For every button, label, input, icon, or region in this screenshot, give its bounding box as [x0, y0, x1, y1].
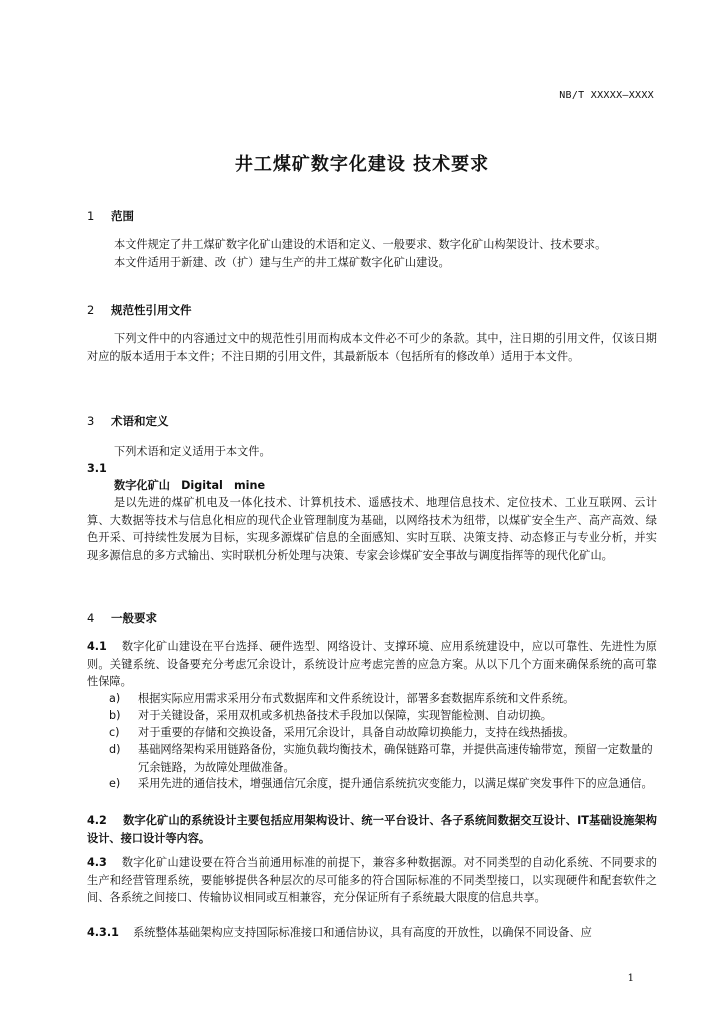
- clause-3-1-definition: 是以先进的煤矿机电及一体化技术、计算机技术、遥感技术、地理信息技术、定位技术、工业互联网、云计算、大数据等技术与信息化相应的现代企业管理制度为基础，以网络技术为纽带，以煤矿安全生产、高产高效、绿色开采、可持续性发展为目标，实现多源煤矿信息的全面感知、实时互联、决策支持、动态修正与专业分析，并实现多源信息的多方式输出、实时联机分析处理与决策、专家会诊煤矿安全事故与调度指挥等的现代化矿山。: [87, 496, 657, 562]
- list-item: [109, 707, 657, 725]
- clause-number: 4.3: [87, 856, 107, 869]
- page-number: 1: [627, 973, 634, 984]
- section-1-heading: [87, 208, 134, 224]
- section-number: 1: [87, 209, 95, 223]
- clause-number: 4.1: [87, 640, 107, 653]
- clause-3-1-number: 3.1: [87, 462, 107, 475]
- clause-text: 数字化矿山建设要在符合当前通用标准的前提下，兼容多种数据源。对不同类型的自动化系统、不同要求的生产和经营管理系统，要能够提供各种层次的尽可能多的符合国际标准的不同类型接口，以实现硬件和配套软件之间、各系统之间接口、传输协议相同或互相兼容，充分保证所有子系统最大限度的信息共享。: [87, 856, 657, 904]
- clause-4-1: [87, 638, 657, 691]
- list-marker: b): [109, 709, 121, 722]
- list-marker: c): [109, 726, 120, 739]
- standard-code: NB/T XXXXX—XXXX: [559, 90, 654, 101]
- section-title: 规范性引用文件: [111, 303, 192, 317]
- list-text: 对于关键设备，采用双机或多机热备技术手段加以保障，实现智能检测、自动切换。: [138, 709, 552, 722]
- section-2-heading: [87, 302, 192, 318]
- list-marker: e): [109, 777, 121, 790]
- list-text: 采用先进的通信技术，增强通信冗余度，提升通信系统抗灾变能力，以满足煤矿突发事件下的应急通信。: [138, 777, 653, 790]
- section-title: 一般要求: [111, 611, 158, 625]
- clause-4-3: [87, 854, 657, 907]
- section-2-paragraph-1: 下列文件中的内容通过文中的规范性引用而构成本文件必不可少的条款。其中，注日期的引用文件，仅该日期对应的版本适用于本文件；不注日期的引用文件，其最新版本（包括所有的修改单）适用于本文件。: [87, 332, 657, 363]
- section-number: 2: [87, 303, 95, 317]
- clause-4-3-1: [87, 924, 657, 942]
- list-text: 基础网络架构采用链路备份，实施负载均衡技术，确保链路可靠，并提供高速传输带宽，预留一定数量的冗余链路，为故障处理做准备。: [138, 743, 653, 774]
- clause-text: 数字化矿山建设在平台选择、硬件选型、网络设计、支撑环境、应用系统建设中，应以可靠性、先进性为原则。关键系统、设备要充分考虑冗余设计，系统设计应考虑完善的应急方案。从以下几个方面来确保系统的高可靠性保障。: [87, 640, 657, 688]
- document-title: 井工煤矿数字化建设 技术要求: [234, 154, 490, 175]
- clause-text: 系统整体基础架构应支持国际标准接口和通信协议，具有高度的开放性，以确保不同设备、应: [133, 926, 592, 939]
- section-4-heading: [87, 610, 157, 626]
- list-text: 根据实际应用需求采用分布式数据库和文件系统设计，部署多套数据库系统和文件系统。: [138, 692, 575, 705]
- section-3-paragraph-1: 下列术语和定义适用于本文件。: [114, 445, 271, 458]
- list-item: [109, 775, 657, 793]
- section-1-paragraph-2: 本文件适用于新建、改（扩）建与生产的井工煤矿数字化矿山建设。: [114, 256, 450, 269]
- list-item: [109, 724, 657, 742]
- list-item: [109, 690, 657, 708]
- section-3-heading: [87, 413, 169, 429]
- clause-4-2: [87, 812, 657, 847]
- list-item: [109, 741, 657, 776]
- section-1-paragraph-1: 本文件规定了井工煤矿数字化矿山建设的术语和定义、一般要求、数字化矿山构架设计、技术要求。: [114, 238, 607, 251]
- clause-text: 数字化矿山的系统设计主要包括应用架构设计、统一平台设计、各子系统间数据交互设计、IT基础设施架构设计、接口设计等内容。: [87, 814, 657, 845]
- section-title: 范围: [111, 209, 135, 223]
- section-number: 3: [87, 414, 95, 428]
- list-marker: d): [109, 743, 121, 756]
- list-text: 对于重要的存储和交换设备，采用冗余设计，具备自动故障切换能力，支持在线热插拔。: [138, 726, 575, 739]
- clause-number: 4.3.1: [87, 926, 119, 939]
- list-marker: a): [109, 692, 121, 705]
- section-title: 术语和定义: [111, 414, 169, 428]
- clause-number: 4.2: [87, 814, 107, 827]
- section-number: 4: [87, 611, 95, 625]
- clause-3-1-term: 数字化矿山 Digital mine: [114, 479, 266, 492]
